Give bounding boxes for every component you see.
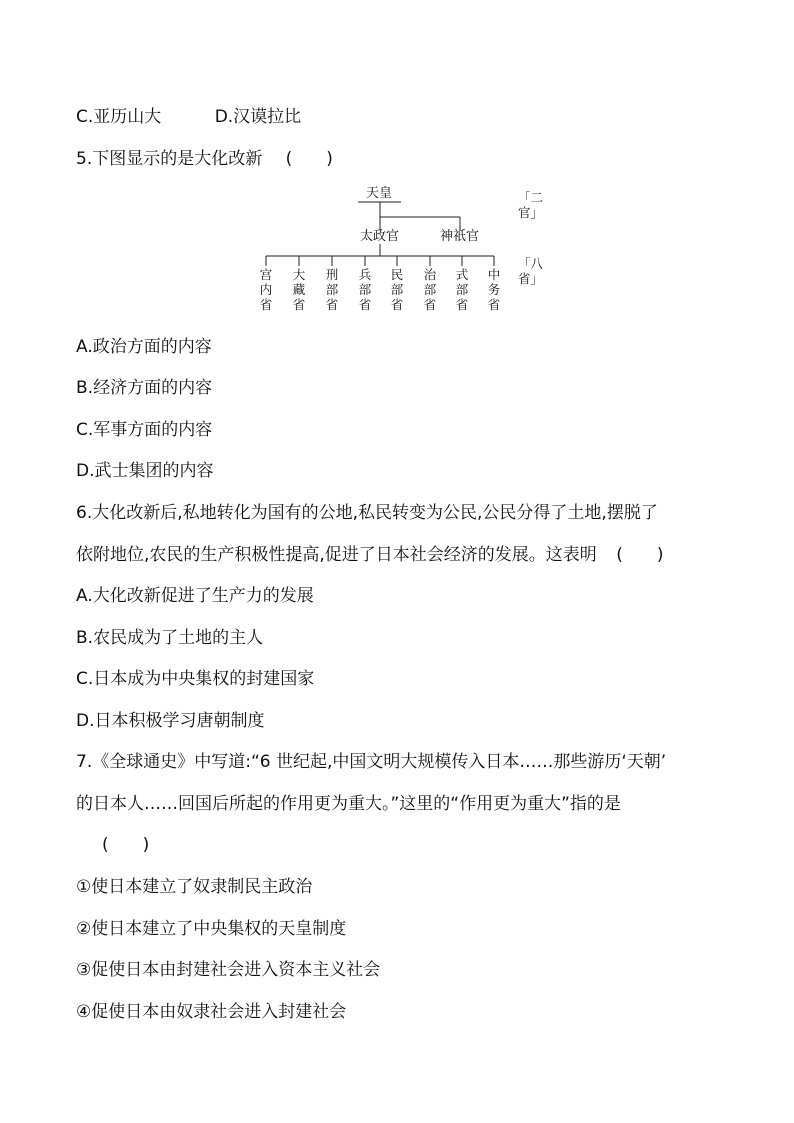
ministry-3: 兵部省 (358, 267, 372, 312)
q5-stem-text: 5.下图显示的是大化改新 (76, 149, 263, 169)
q5-answer-paren: ( ) (285, 149, 333, 169)
ministry-6: 式部省 (455, 267, 469, 312)
ministry-0: 宫内省 (259, 267, 273, 312)
node-daijokan: 太政官 (360, 229, 400, 244)
q5-option-b: B.经济方面的内容 (76, 378, 213, 398)
q7-stem-line2: 的日本人……回国后所起的作用更为重大。”这里的“作用更为重大”指的是 (76, 794, 621, 814)
q5-option-c: C.军事方面的内容 (76, 420, 213, 440)
q7-stem-line1: 7.《全球通史》中写道:“6 世纪起,中国文明大规模传入日本……那些游历‘天朝’ (76, 752, 667, 772)
q4-option-d: D.汉谟拉比 (214, 107, 302, 127)
q5-org-diagram (250, 186, 544, 316)
ministry-4: 民部省 (390, 267, 404, 312)
q6-stem-line2 (76, 543, 663, 567)
q5-option-d: D.武士集团的内容 (76, 461, 214, 481)
q6-stem-line2-text: 依附地位,农民的生产积极性提高,促进了日本社会经济的发展。这表明 (76, 545, 597, 565)
q7-answer-paren: ( ) (102, 835, 150, 855)
ministry-7: 中务省 (487, 267, 501, 312)
ministry-1: 大藏省 (292, 267, 306, 312)
q7-item-3: ③促使日本由封建社会进入资本主义社会 (76, 960, 381, 980)
note-eight-ministries: 「八省」 (518, 256, 544, 286)
q5-option-a: A.政治方面的内容 (76, 337, 212, 357)
node-tenno: 天皇 (366, 186, 393, 201)
ministry-5: 治部省 (423, 267, 437, 312)
q6-answer-paren: ( ) (616, 545, 664, 565)
q4-option-c: C.亚历山大 (76, 107, 162, 127)
q7-item-1: ①使日本建立了奴隶制民主政治 (76, 877, 313, 897)
note-two-offices: 「二官」 (518, 190, 544, 220)
q6-option-c: C.日本成为中央集权的封建国家 (76, 669, 315, 689)
q7-item-4: ④促使日本由奴隶社会进入封建社会 (76, 1002, 347, 1022)
ministry-2: 刑部省 (325, 267, 339, 312)
q6-option-b: B.农民成为了土地的主人 (76, 628, 264, 648)
q6-option-d: D.日本积极学习唐朝制度 (76, 711, 265, 731)
q6-stem-line1: 6.大化改新后,私地转化为国有的公地,私民转变为公民,公民分得了土地,摆脱了 (76, 503, 658, 523)
q6-option-a: A.大化改新促进了生产力的发展 (76, 586, 314, 606)
q5-stem (76, 147, 333, 171)
q4-options-row (76, 105, 301, 129)
q7-item-2: ②使日本建立了中央集权的天皇制度 (76, 919, 347, 939)
node-jingikan: 神祇官 (440, 229, 480, 244)
